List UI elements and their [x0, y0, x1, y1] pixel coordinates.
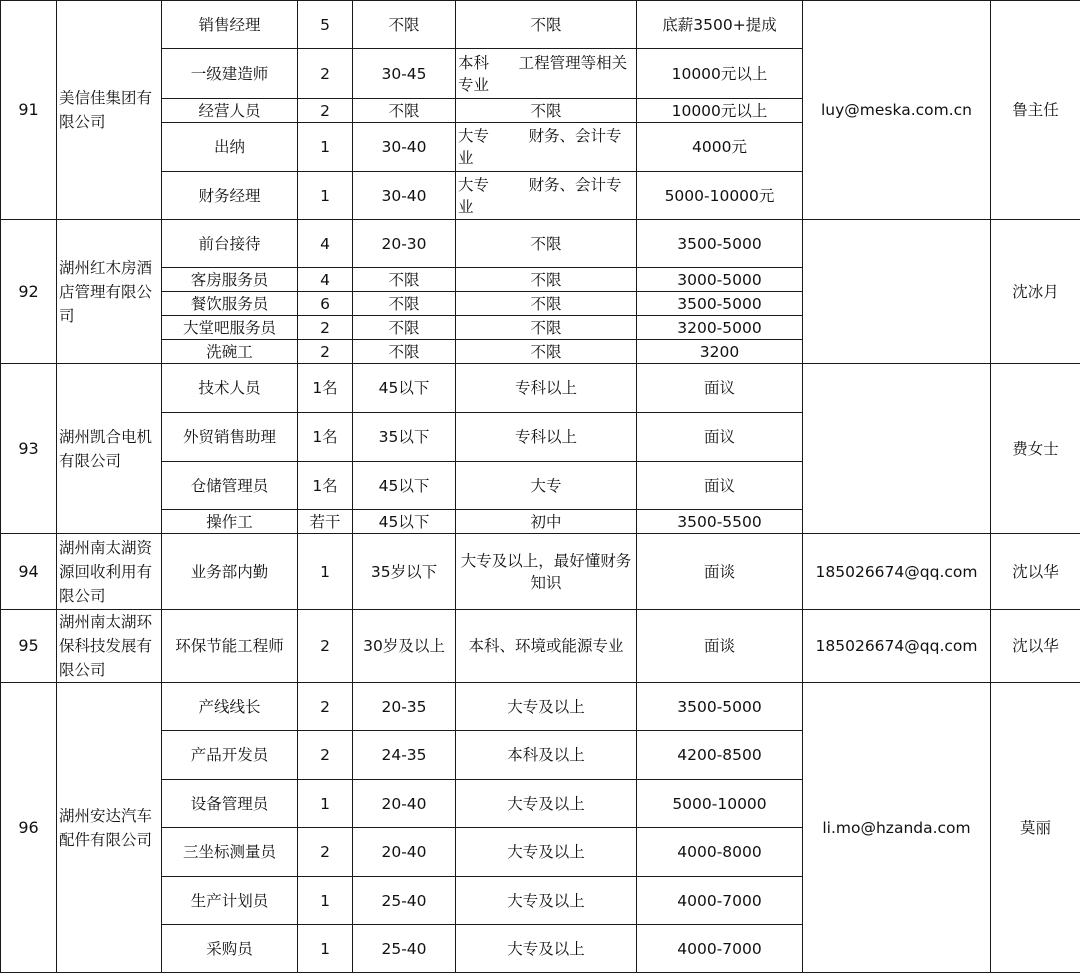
- job-education: 大专及以上: [456, 828, 637, 877]
- job-salary: 10000元以上: [637, 49, 803, 99]
- job-title: 环保节能工程师: [162, 610, 298, 683]
- job-salary: 10000元以上: [637, 99, 803, 123]
- job-salary: 3000-5000: [637, 268, 803, 292]
- company-name: 湖州安达汽车配件有限公司: [57, 683, 162, 973]
- job-education: 大专: [456, 462, 637, 510]
- job-count: 1: [298, 780, 353, 828]
- job-salary: 3500-5500: [637, 510, 803, 534]
- job-count: 1: [298, 925, 353, 973]
- company-name: 湖州红木房酒店管理有限公司: [57, 220, 162, 364]
- job-salary: 4000元: [637, 123, 803, 172]
- job-major: 财务、会计专业: [458, 175, 622, 216]
- job-age: 20-40: [353, 828, 456, 877]
- job-count: 若干: [298, 510, 353, 534]
- job-education: [456, 123, 637, 172]
- job-age: 45以下: [353, 462, 456, 510]
- table-row: [1, 534, 1080, 610]
- contact-email: 185026674@qq.com: [803, 534, 991, 610]
- job-salary: 底薪3500+提成: [637, 1, 803, 49]
- job-education: 不限: [456, 1, 637, 49]
- contact-email: 185026674@qq.com: [803, 610, 991, 683]
- job-title: 出纳: [162, 123, 298, 172]
- job-education: 大专及以上: [456, 877, 637, 925]
- job-title: 业务部内勤: [162, 534, 298, 610]
- contact-person: 沈冰月: [991, 220, 1080, 364]
- job-salary: 4000-7000: [637, 877, 803, 925]
- job-salary: 5000-10000: [637, 780, 803, 828]
- job-education: 本科及以上: [456, 731, 637, 780]
- job-education-level: 大专: [458, 127, 490, 145]
- job-age: 20-40: [353, 780, 456, 828]
- job-age: 不限: [353, 268, 456, 292]
- job-education: 不限: [456, 340, 637, 364]
- job-major: 工程管理等相关专业: [458, 53, 628, 94]
- job-education-level: 本科: [458, 53, 490, 72]
- job-education: 不限: [456, 220, 637, 268]
- job-count: 4: [298, 268, 353, 292]
- job-salary: 3200-5000: [637, 316, 803, 340]
- job-salary: 面议: [637, 413, 803, 462]
- job-count: 2: [298, 316, 353, 340]
- job-education-level: 大专: [458, 175, 490, 194]
- job-count: 2: [298, 49, 353, 99]
- job-age: 35岁以下: [353, 534, 456, 610]
- job-education: 大专及以上: [456, 925, 637, 973]
- job-education: 大专及以上: [456, 683, 637, 731]
- job-title: 生产计划员: [162, 877, 298, 925]
- job-salary: 3500-5000: [637, 220, 803, 268]
- job-salary: 4000-7000: [637, 925, 803, 973]
- job-salary: 面议: [637, 364, 803, 413]
- job-title: 三坐标测量员: [162, 828, 298, 877]
- job-count: 1名: [298, 462, 353, 510]
- company-name: 湖州南太湖环保科技发展有限公司: [57, 610, 162, 683]
- contact-person: 沈以华: [991, 534, 1080, 610]
- job-title: 外贸销售助理: [162, 413, 298, 462]
- job-salary: 5000-10000元: [637, 172, 803, 220]
- job-age: 25-40: [353, 925, 456, 973]
- job-salary: 3500-5000: [637, 292, 803, 316]
- company-number: 95: [1, 610, 57, 683]
- job-count: 1: [298, 534, 353, 610]
- company-name: 湖州凯合电机有限公司: [57, 364, 162, 534]
- job-education: 不限: [456, 316, 637, 340]
- job-education: 不限: [456, 292, 637, 316]
- contact-person: 费女士: [991, 364, 1080, 534]
- job-count: 1名: [298, 364, 353, 413]
- contact-email: li.mo@hzanda.com: [803, 683, 991, 973]
- job-age: 24-35: [353, 731, 456, 780]
- job-count: 4: [298, 220, 353, 268]
- job-age: 45以下: [353, 364, 456, 413]
- job-salary: 3200: [637, 340, 803, 364]
- job-count: 1: [298, 172, 353, 220]
- contact-email: luy@meska.com.cn: [803, 1, 991, 220]
- job-education: 大专及以上: [456, 780, 637, 828]
- job-title: 采购员: [162, 925, 298, 973]
- table-row: [1, 364, 1080, 413]
- job-title: 设备管理员: [162, 780, 298, 828]
- job-title: 前台接待: [162, 220, 298, 268]
- job-salary: 4200-8500: [637, 731, 803, 780]
- job-age: 30-40: [353, 172, 456, 220]
- job-age: 45以下: [353, 510, 456, 534]
- job-count: 1: [298, 123, 353, 172]
- table-row: [1, 610, 1080, 683]
- job-salary: 面谈: [637, 610, 803, 683]
- table-row: [1, 1, 1080, 49]
- job-salary: 4000-8000: [637, 828, 803, 877]
- job-count: 1: [298, 877, 353, 925]
- job-education: [456, 49, 637, 99]
- company-number: 96: [1, 683, 57, 973]
- job-age: 不限: [353, 316, 456, 340]
- job-count: 2: [298, 340, 353, 364]
- job-title: 一级建造师: [162, 49, 298, 99]
- company-number: 91: [1, 1, 57, 220]
- table-row: [1, 683, 1080, 731]
- job-age: 不限: [353, 340, 456, 364]
- company-name: 美信佳集团有限公司: [57, 1, 162, 220]
- job-title: 洗碗工: [162, 340, 298, 364]
- job-age: 35以下: [353, 413, 456, 462]
- job-count: 2: [298, 99, 353, 123]
- job-title: 经营人员: [162, 99, 298, 123]
- job-count: 2: [298, 683, 353, 731]
- job-title: 财务经理: [162, 172, 298, 220]
- job-title: 产线线长: [162, 683, 298, 731]
- job-age: 20-35: [353, 683, 456, 731]
- job-age: 不限: [353, 99, 456, 123]
- job-age: 30-45: [353, 49, 456, 99]
- job-count: 2: [298, 828, 353, 877]
- job-title: 大堂吧服务员: [162, 316, 298, 340]
- job-education: 本科、环境或能源专业: [456, 610, 637, 683]
- job-education: 专科以上: [456, 413, 637, 462]
- contact-person: 沈以华: [991, 610, 1080, 683]
- contact-person: 鲁主任: [991, 1, 1080, 220]
- job-age: 30-40: [353, 123, 456, 172]
- job-salary: 面谈: [637, 534, 803, 610]
- job-count: 2: [298, 610, 353, 683]
- table-row: [1, 220, 1080, 268]
- job-age: 30岁及以上: [353, 610, 456, 683]
- job-title: 仓储管理员: [162, 462, 298, 510]
- job-count: 6: [298, 292, 353, 316]
- company-number: 92: [1, 220, 57, 364]
- job-education: 专科以上: [456, 364, 637, 413]
- job-count: 5: [298, 1, 353, 49]
- job-title: 销售经理: [162, 1, 298, 49]
- job-age: 25-40: [353, 877, 456, 925]
- job-age: 20-30: [353, 220, 456, 268]
- job-title: 产品开发员: [162, 731, 298, 780]
- company-number: 94: [1, 534, 57, 610]
- job-education: 大专及以上，最好懂财务知识: [456, 534, 637, 610]
- job-salary: 面议: [637, 462, 803, 510]
- job-age: 不限: [353, 1, 456, 49]
- contact-email: [803, 220, 991, 364]
- contact-email: [803, 364, 991, 534]
- job-age: 不限: [353, 292, 456, 316]
- job-count: 1名: [298, 413, 353, 462]
- company-number: 93: [1, 364, 57, 534]
- job-education: [456, 172, 637, 220]
- contact-person: 莫丽: [991, 683, 1080, 973]
- job-title: 客房服务员: [162, 268, 298, 292]
- job-salary: 3500-5000: [637, 683, 803, 731]
- job-title: 操作工: [162, 510, 298, 534]
- job-education: 不限: [456, 268, 637, 292]
- job-education: 不限: [456, 99, 637, 123]
- company-name: 湖州南太湖资源回收利用有限公司: [57, 534, 162, 610]
- job-title: 餐饮服务员: [162, 292, 298, 316]
- job-major: 财务、会计专业: [458, 127, 622, 167]
- job-education: 初中: [456, 510, 637, 534]
- job-count: 2: [298, 731, 353, 780]
- job-title: 技术人员: [162, 364, 298, 413]
